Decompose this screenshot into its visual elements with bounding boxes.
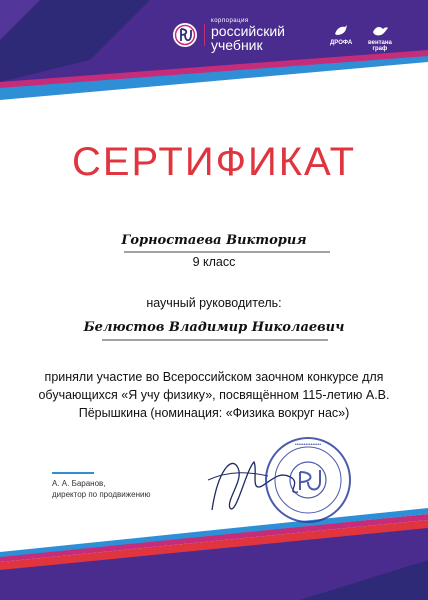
certificate-title: СЕРТИФИКАТ: [71, 140, 357, 184]
logo-ru-icon: [172, 22, 198, 48]
body-line-1: приняли участие во Всероссийском заочном конкурсе для: [44, 370, 384, 384]
student-grade: 9 класс: [192, 255, 236, 269]
partner-drofa: [330, 24, 352, 46]
body-line-2: обучающихся «Я учу физику», посвящённом 115-летию А.В.: [38, 388, 390, 402]
signer-position: директор по продвижению: [52, 490, 151, 499]
stamp: [266, 438, 350, 522]
signature: [212, 462, 298, 510]
advisor-label: научный руководитель:: [146, 296, 282, 310]
ventana-label-1: вентана: [368, 40, 392, 46]
body-line-3: Пёрышкина (номинация: «Физика вокруг нас»): [78, 406, 350, 420]
brand-small-text: корпорация: [211, 18, 249, 24]
advisor-name: Белюстов Владимир Николаевич: [83, 320, 345, 335]
signer-name: А. А. Баранов,: [52, 479, 106, 488]
brand-line2: учебник: [211, 37, 263, 53]
student-name: Горностаева Виктория: [121, 233, 307, 248]
brand-logo: [172, 18, 285, 52]
brand-line1: российский: [211, 23, 285, 39]
svg-text:•••••••••••••••: •••••••••••••••: [294, 442, 322, 448]
drofa-bird-icon: [333, 24, 349, 38]
partner-ventana: [368, 24, 392, 52]
ventana-bird-icon: [371, 24, 389, 38]
signer-accent-line: [52, 472, 94, 474]
drofa-label: ДРОФА: [330, 40, 353, 46]
brand-divider: [204, 24, 205, 46]
signer-block: [52, 478, 150, 500]
ventana-label-2: граф: [372, 46, 388, 52]
